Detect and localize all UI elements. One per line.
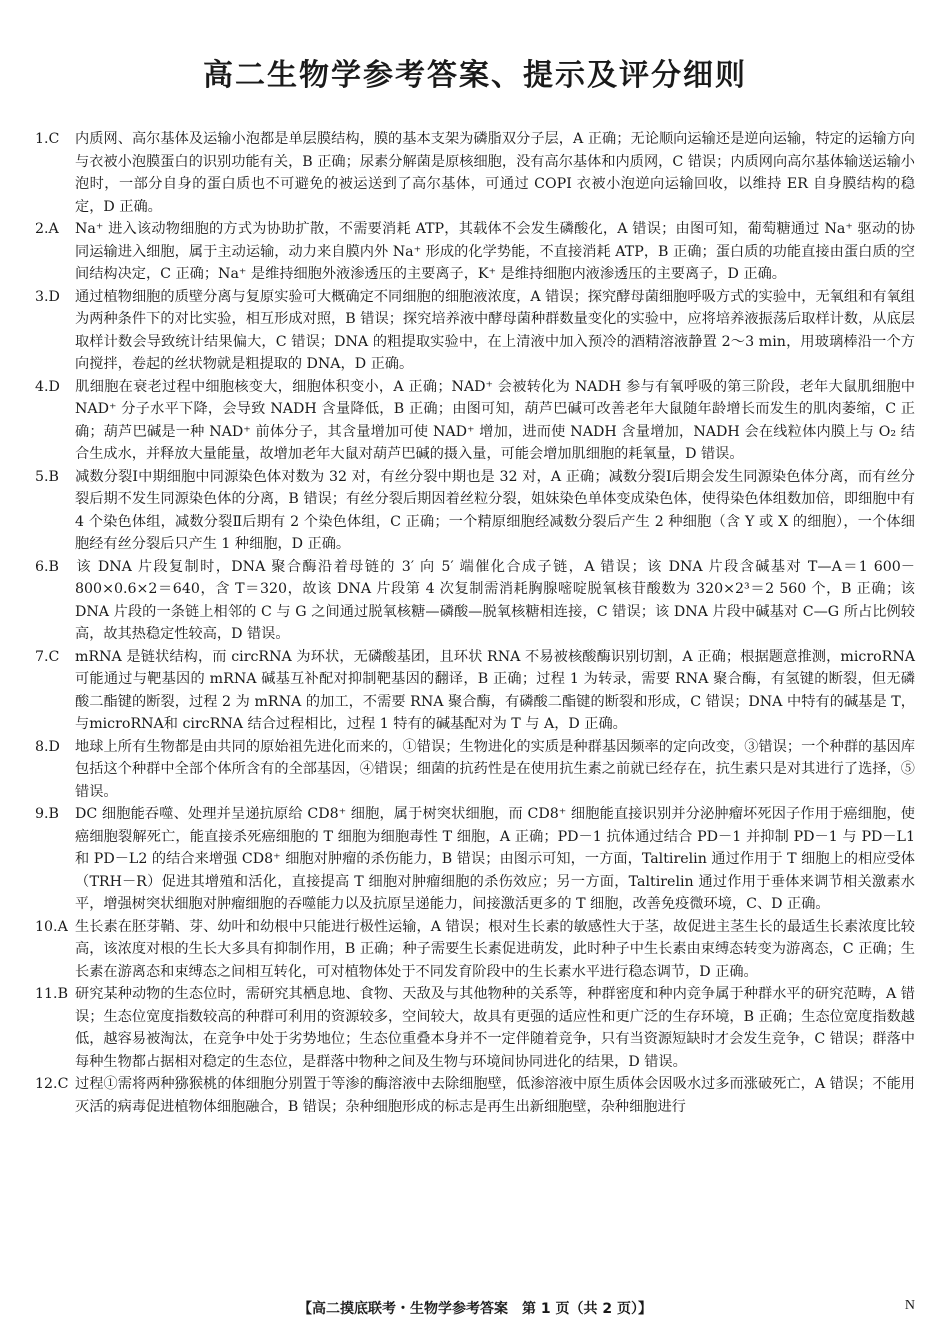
- answer-item: [35, 128, 915, 218]
- answer-item: [35, 803, 915, 916]
- footer-mark: N: [904, 1298, 915, 1313]
- answer-text: 研究某种动物的生态位时，需研究其栖息地、食物、天敌及与其他物种的关系等，种群密度和种内竞争属于种群水平的研究范畴，A 错误；生态位宽度指数较高的种群可利用的资源较多，空间较大，故具有更强的适应性和更广泛的生存环境，B 正确；生态位宽度指数越低，越容易被淘汰，在竞争中处于劣势地位；生态位重叠本身并不一定伴随着竞争，只有当资源短缺时才会发生竞争，C 错误；群落中每种生物都占据相对稳定的生态位，是群落中物种之间及生物与环境间协同进化的结果，D 错误。: [75, 986, 915, 1070]
- answer-text: 减数分裂Ⅰ中期细胞中同源染色体对数为 32 对，有丝分裂中期也是 32 对，A 正确；减数分裂Ⅰ后期会发生同源染色体分离，而有丝分裂后期不发生同源染色体的分离，B 错误；有丝分裂后期因着丝粒分裂，姐妹染色单体变成染色体，使得染色体组数加倍，即细胞中有 4 个染色体组，减数分裂Ⅱ后期有 2 个染色体组，C 正确；一个精原细胞经减数分裂后产生 2 种细胞（含 Y 或 X 的细胞），一个体细胞经有丝分裂后只产生 1 种细胞，D 正确。: [75, 468, 915, 552]
- answer-text: 过程①需将两种猕猴桃的体细胞分别置于等渗的酶溶液中去除细胞壁，低渗溶液中原生质体会因吸水过多而涨破死亡，A 错误；不能用灭活的病毒促进植物体细胞融合，B 错误；杂种细胞形成的标志是再生出新细胞壁，杂种细胞进行: [75, 1076, 915, 1115]
- answer-number: 1.C: [35, 131, 60, 147]
- answer-text: 通过植物细胞的质壁分离与复原实验可大概确定不同细胞的细胞液浓度，A 错误；探究酵母菌细胞呼吸方式的实验中，无氧组和有氧组为两种条件下的对比实验，相互形成对照，B 错误；探究培养液中酵母菌种群数量变化的实验中，应将培养液振荡后取样计数，从底层取样计数会导致统计结果偏大，C 错误；DNA 的粗提取实验中，在上清液中加入预冷的酒精溶液静置 2～3 min，用玻璃棒沿一个方向搅拌，卷起的丝状物就是粗提取的 DNA，D 正确。: [75, 288, 915, 372]
- answer-text: 生长素在胚芽鞘、芽、幼叶和幼根中只能进行极性运输，A 错误；根对生长素的敏感性大于茎，故促进主茎生长的最适生长素浓度比较高，该浓度对根的生长大多具有抑制作用，B 正确；种子需要生长素促进萌发，此时种子中生长素由束缚态转变为游离态，C 正确；生长素在游离态和束缚态之间相互转化，可对植物体处于不同发育阶段中的生长素水平进行稳态调节，D 正确。: [75, 918, 915, 980]
- answer-item: [35, 646, 915, 736]
- answer-text: 该 DNA 片段复制时，DNA 聚合酶沿着母链的 3′ 向 5′ 端催化合成子链，A 错误；该 DNA 片段含碱基对 T—A＝1 600－800×0.6×2＝640，含 T＝320，故该 DNA 片段第 4 次复制需消耗胸腺嘧啶脱氧核苷酸数为 320×2³＝2 560 个，B 正确；该 DNA 片段的一条链上相邻的 C 与 G 之间通过脱氧核糖—磷酸—脱氧核糖相连接，C 错误；该 DNA 片段中碱基对 C—G 所占比例较高，故其热稳定性较高，D 错误。: [75, 558, 915, 642]
- answer-number: 11.B: [35, 986, 68, 1002]
- answer-item: [35, 556, 915, 646]
- answer-number: 12.C: [35, 1076, 69, 1092]
- answer-number: 3.D: [35, 288, 60, 305]
- page-title: 高二生物学参考答案、提示及评分细则: [203, 58, 747, 93]
- answer-number: 10.A: [35, 918, 68, 935]
- answer-item: [35, 736, 915, 804]
- answer-text: Na⁺ 进入该动物细胞的方式为协助扩散，不需要消耗 ATP，其载体不会发生磷酸化，A 错误；由图可知，葡萄糖通过 Na⁺ 驱动的协同运输进入细胞，属于主动运输，动力来自膜内外 Na⁺ 形成的化学势能，不直接消耗 ATP，B 正确；蛋白质的功能直接由蛋白质的空间结构决定，C 正确；Na⁺ 是维持细胞外液渗透压的主要离子，K⁺ 是维持细胞内液渗透压的主要离子，D 正确。: [75, 221, 915, 282]
- answer-item: [35, 286, 915, 376]
- answer-text: DC 细胞能吞噬、处理并呈递抗原给 CD8⁺ 细胞，属于树突状细胞，而 CD8⁺ 细胞能直接识别并分泌肿瘤坏死因子作用于癌细胞，使癌细胞裂解死亡，能直接杀死癌细胞的 T 细胞为细胞毒性 T 细胞，A 正确；PD－1 抗体通过结合 PD－1 并抑制 PD－1 与 PD－L1 和 PD－L2 的结合来增强 CD8⁺ 细胞对肿瘤的杀伤能力，B 错误；由图示可知，一方面，Taltirelin 通过作用于 T 细胞上的相应受体（TRH－R）促进其增殖和活化，直接提高 T 细胞对肿瘤细胞的杀伤效应；另一方面，Taltirelin 通过作用于垂体来调节相关激素水平，增强树突状细胞对肿瘤细胞的吞噬能力以及抗原呈递能力，间接激活更多的 T 细胞，改善免疫微环境，C、D 正确。: [75, 806, 915, 912]
- answer-number: 7.C: [35, 648, 60, 665]
- answer-list: [35, 128, 915, 1118]
- answer-number: 6.B: [35, 558, 59, 575]
- answer-item: [35, 1073, 915, 1118]
- answer-item: [35, 218, 915, 286]
- answer-number: 2.A: [35, 221, 59, 237]
- answer-number: 9.B: [35, 806, 59, 822]
- answer-number: 4.D: [35, 378, 60, 395]
- answer-number: 8.D: [35, 738, 60, 755]
- answer-item: [35, 376, 915, 466]
- answer-item: [35, 983, 915, 1073]
- answer-item: [35, 466, 915, 556]
- answer-number: 5.B: [35, 468, 59, 485]
- answer-item: [35, 916, 915, 984]
- answer-text: 肌细胞在衰老过程中细胞核变大，细胞体积变小，A 正确；NAD⁺ 会被转化为 NADH 参与有氧呼吸的第三阶段，老年大鼠肌细胞中 NAD⁺ 分子水平下降，会导致 NADH 含量降低，B 正确；由图可知，葫芦巴碱可改善老年大鼠随年龄增长而发生的肌肉萎缩，C 正确；葫芦巴碱是一种 NAD⁺ 前体分子，其含量增加可使 NAD⁺ 增加，进而使 NADH 含量增加，NADH 会在线粒体内膜上与 O₂ 结合生成水，并释放大量能量，故增加老年大鼠对葫芦巴碱的摄入量，可能会增加肌细胞的耗氧量，D 错误。: [75, 378, 915, 462]
- answer-text: 内质网、高尔基体及运输小泡都是单层膜结构，膜的基本支架为磷脂双分子层，A 正确；无论顺向运输还是逆向运输，特定的运输方向与衣被小泡膜蛋白的识别功能有关，B 正确；尿素分解菌是原核细胞，没有高尔基体和内质网，C 错误；内质网向高尔基体输送运输小泡时，一部分自身的蛋白质也不可避免的被运送到了高尔基体，可通过 COPI 衣被小泡逆向运输回收，以维持 ER 自身膜结构的稳定，D 正确。: [75, 131, 915, 215]
- page-footer: 【高二摸底联考・生物学参考答案 第 1 页（共 2 页）】: [298, 1301, 652, 1317]
- answer-text: mRNA 是链状结构，而 circRNA 为环状，无磷酸基团，且环状 RNA 不易被核酸酶识别切割，A 正确；根据题意推测，microRNA 可能通过与靶基因的 mRNA 碱基互补配对抑制靶基因的翻译，B 正确；过程 1 为转录，需要 RNA 聚合酶，有氢键的断裂，但无磷酸二酯键的断裂，过程 2 为 mRNA 的加工，不需要 RNA 聚合酶，有磷酸二酯键的断裂和形成，C 错误；DNA 中特有的碱基是 T，与microRNA和 circRNA 结合过程相比，过程 1 特有的碱基配对为 T 与 A，D 正确。: [75, 648, 915, 732]
- answer-text: 地球上所有生物都是由共同的原始祖先进化而来的，①错误；生物进化的实质是种群基因频率的定向改变，③错误；一个种群的基因库包括这个种群中全部个体所含有的全部基因，④错误；细菌的抗药性是在使用抗生素之前就已经存在，抗生素只是对其进行了选择，⑤错误。: [75, 738, 915, 800]
